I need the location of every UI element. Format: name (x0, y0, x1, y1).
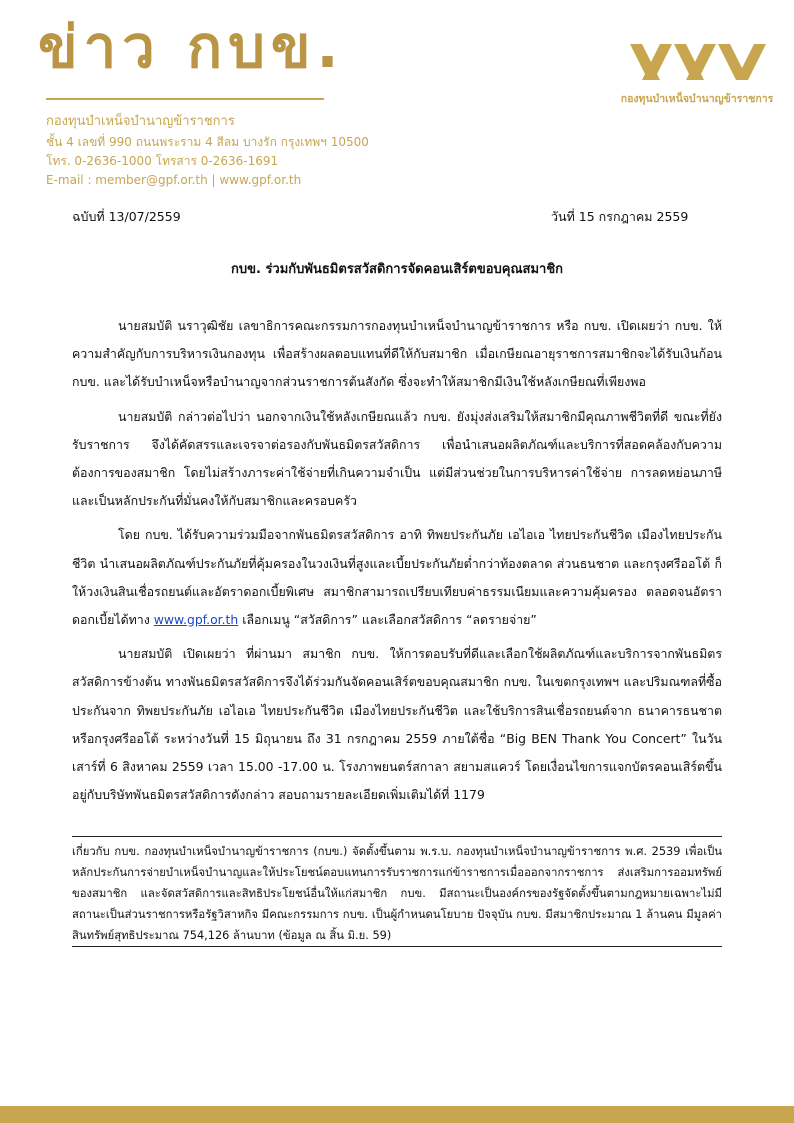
press-release-headline: กบข. ร่วมกับพันธมิตรสวัสดิการจัดคอนเสิร์ตขอบคุณสมาชิก (230, 262, 564, 277)
body-paragraph-1: นายสมบัติ นราวุฒิชัย เลขาธิการคณะกรรมการกองทุนบำเหน็จบำนาญข้าราชการ หรือ กบข. เปิดเผยว่า กบข. ให้ความสำคัญกับการบริหารเงินกองทุน เพื่อสร้างผลตอบแทนที่ดีให้กับสมาชิก เมื่อเกษียณอายุราชการสมาชิกจะได้รับเงินก้อน กบข. และได้รับบำเหน็จหรือบำนาญจากส่วนราชการต้นสังกัด ซึ่งจะทำให้สมาชิกมีเงินใช้หลังเกษียณที่เพียงพอ (72, 318, 722, 390)
about-top-rule (72, 836, 722, 837)
footer-bar (0, 1106, 794, 1123)
press-release-body (72, 312, 722, 815)
org-contact-web: E-mail : member@gpf.or.th | www.gpf.or.th (46, 173, 302, 187)
org-phone: โทร. 0-2636-1000 โทรสาร 0-2636-1691 (46, 154, 279, 168)
masthead-divider (46, 98, 324, 100)
gpf-website-link[interactable]: www.gpf.or.th (153, 612, 239, 628)
body-paragraph-4: นายสมบัติ เปิดเผยว่า ที่ผ่านมา สมาชิก กบข. ให้การตอบรับที่ดีและเลือกใช้ผลิตภัณฑ์และบริการจากพันธมิตรสวัสดิการข้างต้น ทางพันธมิตรสวัสดิการจึงได้ร่วมกันจัดคอนเสิร์ตขอบคุณสมาชิก กบข. ในเขตกรุงเทพฯ และปริมณฑลที่ซื้อประกันจาก ทิพยประกันภัย เอไอเอ ไทยประกันชีวิต เมืองไทยประกันชีวิต และใช้บริการสินเชื่อรถยนต์จาก ธนาคารธนชาต หรือกรุงศรีออโต้ ระหว่างวันที่ 15 มิถุนายน ถึง 31 กรกฎาคม 2559 ภายใต้ชื่อ “Big BEN Thank You Concert” ในวันเสาร์ที่ 6 สิงหาคม 2559 เวลา 15.00 -17.00 น. โรงภาพยนตร์สกาลา สยามสแควร์ โดยเงื่อนไขการแจกบัตรคอนเสิร์ตขึ้นอยู่กับบริษัทพันธมิตรสวัสดิการดังกล่าว สอบถามรายละเอียดเพิ่มเติมได้ที่ 1179 (72, 646, 722, 803)
body-paragraph-2: นายสมบัติ กล่าวต่อไปว่า นอกจากเงินใช้หลังเกษียณแล้ว กบข. ยังมุ่งส่งเสริมให้สมาชิกมีคุณภาพชีวิตที่ดี ขณะที่ยังรับราชการ จึงได้คัดสรรและเจรจาต่อรองกับพันธมิตรสวัสดิการ เพื่อนำเสนอผลิตภัณฑ์และบริการที่สอดคล้องกับความต้องการของสมาชิก โดยไม่สร้างภาระค่าใช้จ่ายที่เกินความจำเป็น แต่มีส่วนช่วยในการบริหารค่าใช้จ่าย การลดหย่อนภาษี และเป็นหลักประกันที่มั่นคงให้กับสมาชิกและครอบครัว (72, 408, 722, 509)
body-paragraph-3 (72, 521, 722, 634)
logo-caption: กองทุนบำเหน็จบำนาญข้าราชการ (620, 93, 774, 105)
about-gpf-boilerplate: เกี่ยวกับ กบข. กองทุนบำเหน็จบำนาญข้าราชการ (กบข.) จัดตั้งขึ้นตาม พ.ร.บ. กองทุนบำเหน็จบำนาญข้าราชการ พ.ศ. 2539 เพื่อเป็นหลักประกันการจ่ายบำเหน็จบำนาญและให้ประโยชน์ตอบแทนการรับราชการแก่ข้าราชการเมื่อออกจากราชการ ส่งเสริมการออมทรัพย์ของสมาชิก และจัดสวัสดิการและสิทธิประโยชน์อื่นให้แก่สมาชิก กบข. มีสถานะเป็นองค์กรของรัฐจัดตั้งขึ้นตามกฎหมายเฉพาะไม่มีสถานะเป็นส่วนราชการหรือรัฐวิสาหกิจ มีคณะกรรมการ กบข. เป็นผู้กำหนดนโยบาย ปัจจุบัน กบข. มีสมาชิกประมาณ 1 ล้านคน มีมูลค่าสินทรัพย์สุทธิประมาณ 754,126 ล้านบาท (ข้อมูล ณ สิ้น มิ.ย. 59) (72, 845, 722, 942)
masthead-title: ข่าว กบข. (38, 13, 345, 81)
issue-number: ฉบับที่ 13/07/2559 (72, 209, 181, 224)
paragraph-3-text-before: โดย กบข. ได้รับความร่วมมือจากพันธมิตรสวัสดิการ อาทิ ทิพยประกันภัย เอไอเอ ไทยประกันชีวิต เมืองไทยประกันชีวิต นำเสนอผลิตภัณฑ์ประกันภัยที่คุ้มครองในวงเงินที่สูงและเบี้ยประกันภัยต่ำกว่าท้องตลาด ส่วนธนชาต และกรุงศรีออโต้ ก็ให้วงเงินสินเชื่อรถยนต์และอัตราดอกเบี้ยพิเศษ สมาชิกสามารถเปรียบเทียบค่าธรรมเนียมและความคุ้มครอง ตลอดจนอัตราดอกเบี้ยได้ทาง (72, 527, 722, 628)
org-address: ชั้น 4 เลขที่ 990 ถนนพระราม 4 สีลม บางรัก กรุงเทพฯ 10500 (46, 135, 369, 149)
issue-date: วันที่ 15 กรกฎาคม 2559 (551, 209, 689, 224)
about-bottom-rule (72, 946, 722, 947)
paragraph-3-text-after: เลือกเมนู “สวัสดิการ” และเลือกสวัสดิการ “ลดรายจ่าย” (238, 612, 537, 628)
org-name: กองทุนบำเหน็จบำนาญข้าราชการ (46, 114, 235, 129)
